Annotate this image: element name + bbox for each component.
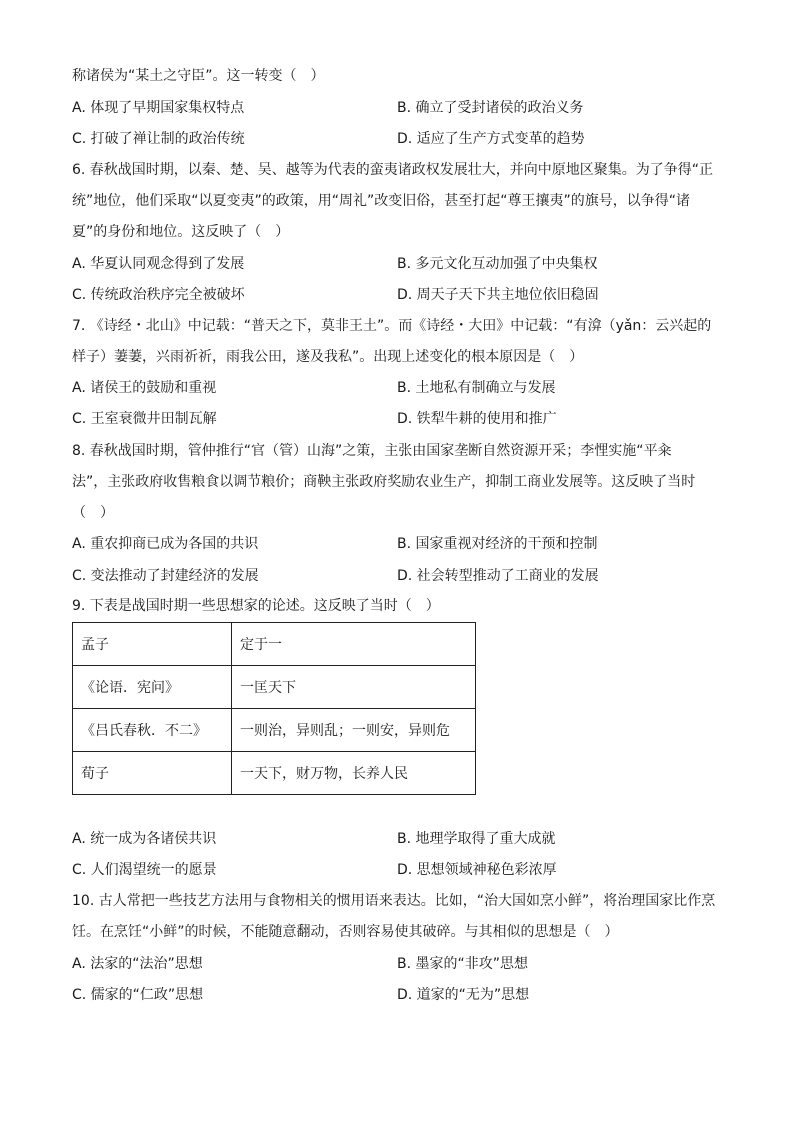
table-cell-source: 《论语．宪问》 [73, 666, 232, 709]
q9-option-a: A. 统一成为各诸侯共识 [72, 831, 217, 847]
table-cell-quote: 一匡天下 [232, 666, 476, 709]
q8-option-a: A. 重农抑商已成为各国的共识 [72, 536, 259, 552]
q7-option-a: A. 诸侯王的鼓励和重视 [72, 380, 217, 396]
q6-option-b: B. 多元文化互动加强了中央集权 [397, 256, 598, 272]
q6-stem-line1: 6. 春秋战国时期，以秦、楚、吴、越等为代表的蛮夷诸政权发展壮大，并向中原地区聚集。为了争得“正 [72, 162, 714, 178]
q8-stem-line1: 8. 春秋战国时期，管仲推行“官（管）山海”之策，主张由国家垄断自然资源开采；李悝实施“平籴 [72, 443, 672, 459]
q10-option-c: C. 儒家的“仁政”思想 [72, 987, 204, 1003]
table-row [73, 666, 476, 709]
q6-option-a: A. 华夏认同观念得到了发展 [72, 256, 245, 272]
q5-option-c: C. 打破了禅让制的政治传统 [72, 131, 245, 147]
q7-option-b: B. 土地私有制确立与发展 [397, 380, 556, 396]
table-row [73, 709, 476, 752]
q8-stem-line2: 法”，主张政府收售粮食以调节粮价；商鞅主张政府奖励农业生产，抑制工商业发展等。这反映了当时 [72, 474, 696, 490]
q8-stem-line3: （ ） [72, 505, 114, 521]
q10-option-b: B. 墨家的“非攻”思想 [397, 956, 529, 972]
table-cell-source: 《吕氏春秋．不二》 [73, 709, 232, 752]
q8-option-c: C. 变法推动了封建经济的发展 [72, 568, 259, 584]
q6-option-c: C. 传统政治秩序完全被破坏 [72, 287, 245, 303]
table-cell-source: 荀子 [73, 752, 232, 795]
q5-option-b: B. 确立了受封诸侯的政治义务 [397, 100, 584, 116]
q10-stem-line2: 饪。在烹饪“小鲜”的时候，不能随意翻动，否则容易使其破碎。与其相似的思想是（ ） [72, 924, 619, 940]
q5-option-d: D. 适应了生产方式变革的趋势 [397, 131, 585, 147]
q7-option-c: C. 王室衰微井田制瓦解 [72, 411, 217, 427]
q10-stem-line1: 10. 古人常把一些技艺方法用与食物相关的惯用语来表达。比如，“治大国如烹小鲜”，将治理国家比作烹 [72, 893, 716, 909]
table-row [73, 752, 476, 795]
q8-option-b: B. 国家重视对经济的干预和控制 [397, 536, 598, 552]
table-row [73, 623, 476, 666]
quotes-table [72, 622, 476, 795]
q7-stem-line2: 样子）萋萋，兴雨祈祈，雨我公田，遂及我私”。出现上述变化的根本原因是（ ） [72, 349, 584, 365]
q6-stem-line3: 夏”的身份和地位。这反映了（ ） [72, 224, 290, 240]
q7-option-d: D. 铁犁牛耕的使用和推广 [397, 411, 557, 427]
q8-option-d: D. 社会转型推动了工商业的发展 [397, 568, 599, 584]
q9-option-b: B. 地理学取得了重大成就 [397, 831, 556, 847]
table-cell-quote: 一天下，财万物，长养人民 [232, 752, 476, 795]
table-cell-source: 孟子 [73, 623, 232, 666]
q5-option-a: A. 体现了早期国家集权特点 [72, 100, 245, 116]
q9-option-d: D. 思想领域神秘色彩浓厚 [397, 862, 557, 878]
q9-stem: 9. 下表是战国时期一些思想家的论述。这反映了当时（ ） [72, 598, 440, 614]
q7-stem-line1: 7. 《诗经・北山》中记载：“普天之下，莫非王土”。而《诗经・大田》中记载：“有渰（yǎn：云兴起的 [72, 318, 712, 334]
table-cell-quote: 定于一 [232, 623, 476, 666]
q5-stem-tail: 称诸侯为“某土之守臣”。这一转变（ ） [72, 68, 325, 84]
q10-option-d: D. 道家的“无为”思想 [397, 987, 530, 1003]
q10-option-a: A. 法家的“法治”思想 [72, 956, 203, 972]
q9-option-c: C. 人们渴望统一的愿景 [72, 862, 217, 878]
q6-stem-line2: 统”地位，他们采取“以夏变夷”的政策，用“周礼”改变旧俗，甚至打起“尊王攘夷”的旗号，以争得“诸 [72, 193, 691, 209]
q6-option-d: D. 周天子天下共主地位依旧稳固 [397, 287, 599, 303]
table-cell-quote: 一则治，异则乱；一则安，异则危 [232, 709, 476, 752]
